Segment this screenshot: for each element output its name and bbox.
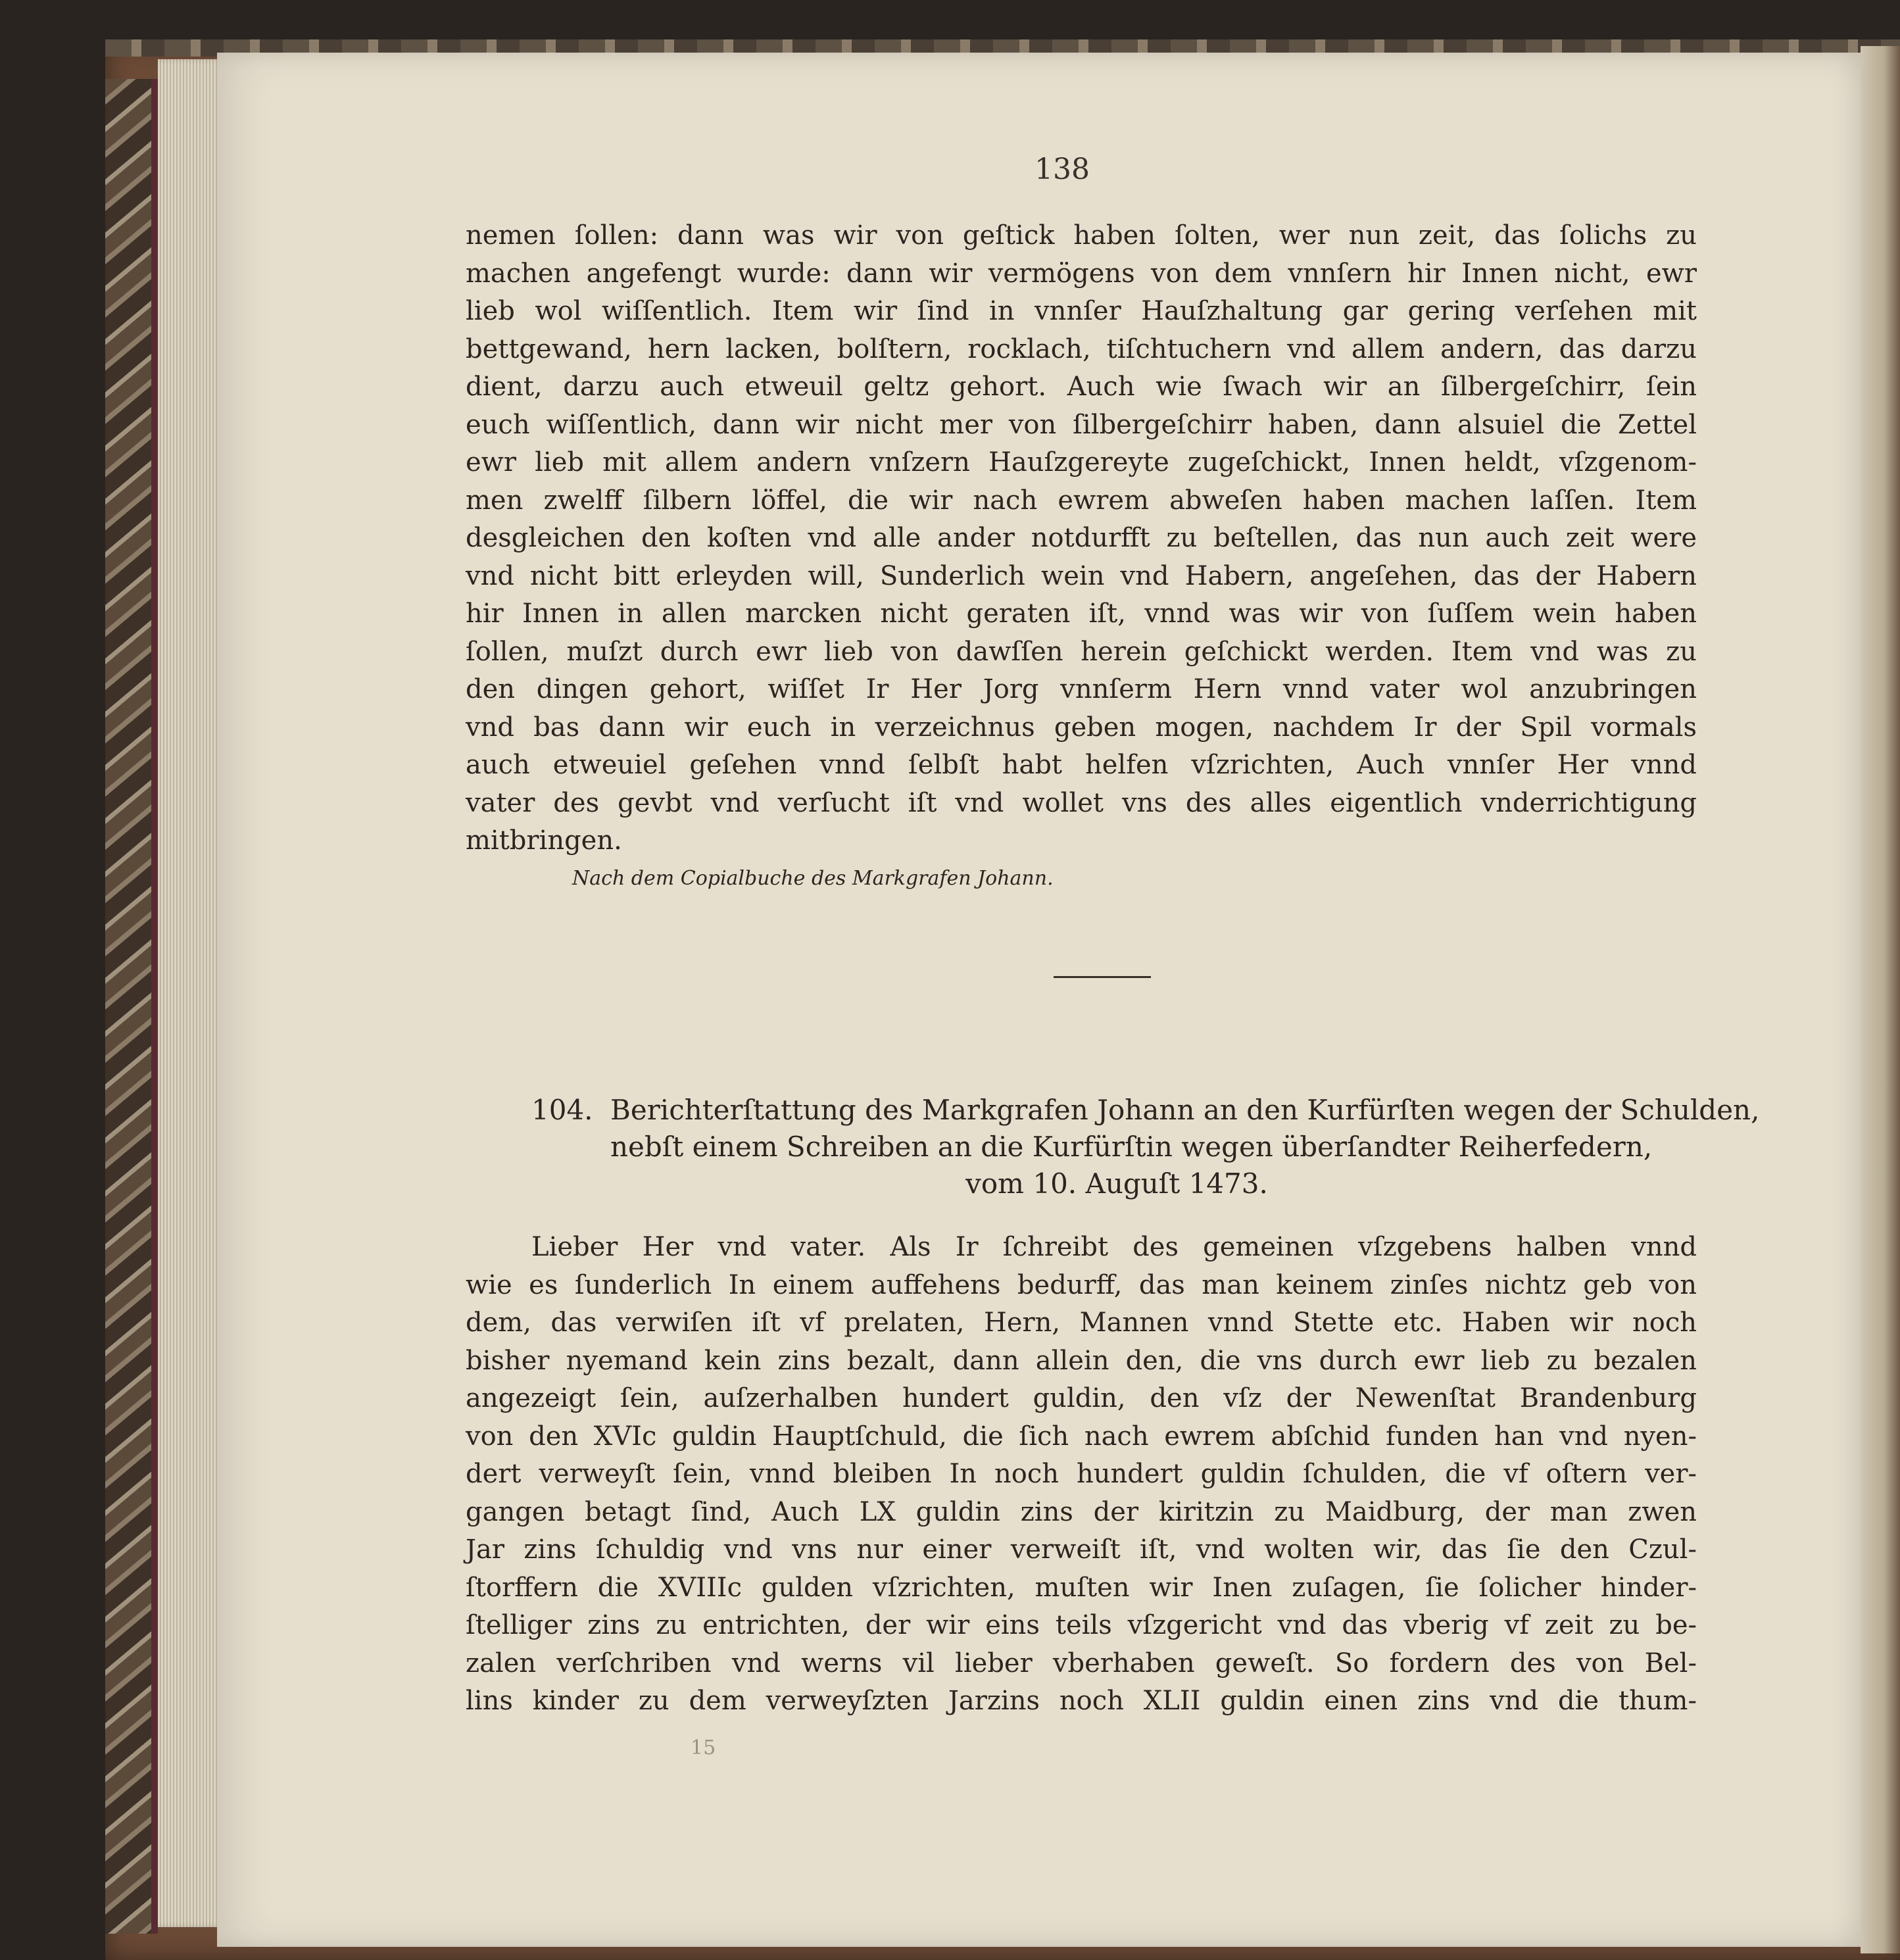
- text-line: vnd bas dann wir euch in verzeichnus geben mogen, nachdem Ir der Spil vormals: [466, 712, 1697, 743]
- text-line: ſtelliger zins zu entrichten, der wir eins teils vſzgericht vnd das vberig vf zeit zu be-: [466, 1610, 1697, 1640]
- text-line: Lieber Her vnd vater. Als Ir ſchreibt des gemeinen vſzgebens halben vnnd: [531, 1232, 1697, 1262]
- heading-line-2: nebſt einem Schreiben an die Kurfürſtin wegen überſandter Reiherfedern,: [610, 1131, 1653, 1163]
- text-line: bisher nyemand kein zins bezalt, dann allein den, die vns durch ewr lieb zu bezalen: [466, 1345, 1697, 1376]
- text-line: dem, das verwiſen iſt vf prelaten, Hern, Mannen vnnd Stette etc. Haben wir noch: [466, 1308, 1697, 1338]
- text-line: Jar zins ſchuldig vnd vns nur einer verweiſt iſt, vnd wolten wir, das ſie den Czul-: [466, 1534, 1697, 1565]
- text-line: men zwelff ſilbern löffel, die wir nach ewrem abweſen haben machen laſſen. Item: [466, 485, 1697, 516]
- text-line: den dingen gehort, wiſſet Ir Her Jorg vnnſerm Hern vnnd vater wol anzubringen: [466, 674, 1697, 704]
- text-line: desgleichen den koſten vnd alle ander notdurfft zu beſtellen, das nun auch zeit were: [466, 523, 1697, 553]
- document-heading: [531, 1092, 1760, 1202]
- text-line: bettgewand, hern lacken, bolſtern, rocklach, tiſchtuchern vnd allem andern, das darzu: [466, 333, 1697, 364]
- text-line: zalen verſchriben vnd werns vil lieber vberhaben geweſt. So fordern des von Bel-: [466, 1648, 1697, 1678]
- section-divider: [1054, 976, 1151, 978]
- text-line: vater des gevbt vnd verſucht iſt vnd wollet vns des alles eigentlich vnderrichtigung: [466, 787, 1697, 818]
- text-line: machen angefengt wurde: dann wir vermögens von dem vnnſern hir Innen nicht, ewr: [466, 258, 1697, 289]
- heading-date: vom 10. Auguſt 1473.: [965, 1167, 1268, 1200]
- text-line: ſollen, muſzt durch ewr lieb von dawſſen herein geſchickt werden. Item vnd was zu: [466, 636, 1697, 667]
- text-line: vnd nicht bitt erleyden will, Sunderlich wein vnd Habern, angeſehen, das der Habern: [466, 560, 1697, 591]
- text-line: nemen ſollen: dann was wir von geſtick haben ſolten, wer nun zeit, das ſolichs zu: [466, 220, 1697, 251]
- text-line: dient, darzu auch etweuil geltz gehort. Auch wie ſwach wir an ſilbergeſchirr, ſein: [466, 372, 1697, 402]
- text-line: ſtorffern die XVIIIc gulden vſzrichten, muſten wir Inen zuſagen, ſie ſolicher hinder-: [466, 1572, 1697, 1603]
- text-line: ewr lieb mit allem andern vnſzern Hauſzgereyte zugeſchickt, Innen heldt, vſzgenom-: [466, 447, 1697, 478]
- letter-body: [466, 1229, 1697, 1721]
- text-line: dert verweyſt ſein, vnnd bleiben In noch hundert guldin ſchulden, die vf oſtern ver-: [466, 1459, 1697, 1489]
- text-line: hir Innen in allen marcken nicht geraten iſt, vnnd was wir von ſuſſem wein haben: [466, 599, 1697, 629]
- paragraph-continued: [466, 217, 1697, 860]
- text-line: euch wiſſentlich, dann wir nicht mer von ſilbergeſchirr haben, dann alsuiel die Zettel: [466, 409, 1697, 440]
- source-note: Nach dem Copialbuche des Markgrafen Johann.: [572, 867, 1054, 890]
- marbled-binding: [105, 79, 158, 1934]
- text-line: angezeigt ſein, auſzerhalben hundert guldin, den vſz der Newenſtat Brandenburg: [466, 1383, 1697, 1413]
- signature-mark: 15: [691, 1736, 716, 1759]
- text-line: mitbringen.: [466, 825, 622, 856]
- text-line: von den XVIc guldin Hauptſchuld, die ſich nach ewrem abſchid funden han vnd nyen-: [466, 1421, 1697, 1452]
- text-line: wie es ſunderlich In einem auffehens bedurff, das man keinem zinſes nichtz geb von: [466, 1269, 1697, 1300]
- heading-line-1: Berichterſtattung des Markgrafen Johann an den Kurfürſten wegen der Schulden,: [610, 1094, 1760, 1126]
- text-line: gangen betagt ſind, Auch LX guldin zins der kiritzin zu Maidburg, der man zwen: [466, 1496, 1697, 1527]
- page-number: 138: [1035, 153, 1090, 186]
- text-line: lieb wol wiſſentlich. Item wir ſind in vnnſer Hauſzhaltung gar gering verſehen mit: [466, 296, 1697, 326]
- text-line: auch etweuiel geſehen vnnd ſelbſt habt helfen vſzrichten, Auch vnnſer Her vnnd: [466, 750, 1697, 780]
- document-number: 104.: [531, 1094, 593, 1126]
- text-line: lins kinder zu dem verweyſzten Jarzins noch XLII guldin einen zins vnd die thum-: [466, 1686, 1697, 1716]
- facing-page-edge: [1861, 46, 1900, 1953]
